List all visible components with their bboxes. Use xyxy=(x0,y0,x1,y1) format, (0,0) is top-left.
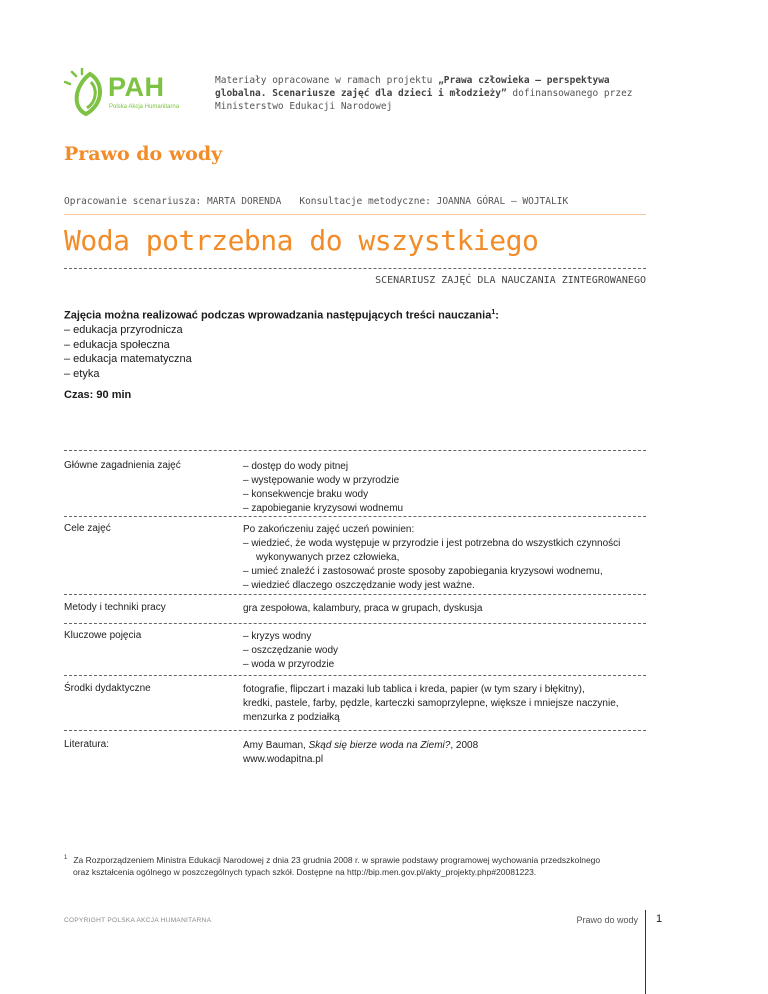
row-label: Literatura: xyxy=(64,739,110,750)
row-label: Środki dydaktyczne xyxy=(64,683,151,694)
document-title: Prawo do wody xyxy=(64,143,223,165)
credits xyxy=(64,196,568,207)
pah-logo xyxy=(64,68,204,118)
table-divider xyxy=(64,450,646,451)
list-item: – edukacja przyrodnicza xyxy=(64,324,183,337)
list-item: – etyka xyxy=(64,367,100,380)
areas-heading: Zajęcia można realizować podczas wprowadzania następujących treści nauczania$^1$: xyxy=(64,309,499,322)
table-divider xyxy=(64,623,646,624)
row-label: Główne zagadnienia zajęć xyxy=(64,460,181,471)
row-value: Po zakończeniu zajęć uczeń powinien: – wiedzieć, że woda występuje w przyrodzie i jest potrzebna do wszystkich czynności wykonywanych przez człowieka, – umieć znaleźć i zastosować proste sposoby zapobiegania kryzysowi wodnemu, – wiedzieć dlaczego oszczędzanie wody jest ważne. xyxy=(243,524,621,591)
footer-divider xyxy=(645,910,646,994)
scenario-subtitle: SCENARIUSZ ZAJĘĆ DLA NAUCZANIA ZINTEGROWANEGO xyxy=(375,275,646,286)
row-value: gra zespołowa, kalambury, praca w grupach, dyskusja xyxy=(243,603,483,614)
row-value: – kryzys wodny – oszczędzanie wody – woda w przyrodzie xyxy=(243,631,339,670)
logo-text: PAH xyxy=(108,72,165,102)
page-number: 1 xyxy=(656,913,663,925)
list-item: – edukacja matematyczna xyxy=(64,353,192,366)
logo-subtext: Polska Akcja Humanitarna xyxy=(109,104,180,110)
table-divider xyxy=(64,594,646,595)
row-value: – dostęp do wody pitnej – występowanie wody w przyrodzie – konsekwencje braku wody – zapobieganie kryzysowi wodnemu xyxy=(243,461,404,514)
project-intro: Materiały opracowane w ramach projektu „Prawa człowieka – perspektywa globalna. Scenariusze zajęć dla dzieci i młodzieży” dofinansowanego przez Ministerstwo Edukacji Narodowej xyxy=(215,75,633,112)
row-value: Amy Bauman, Skąd się bierze woda na Ziemi?, 2008 www.wodapitna.pl xyxy=(243,739,648,767)
project-name: „Prawa człowieka – perspektywa globalna. Scenariusze zajęć dla dzieci i młodzieży” xyxy=(215,75,610,99)
book-title: Skąd się bierze woda na Ziemi? xyxy=(308,740,451,751)
table-divider xyxy=(64,516,646,517)
row-label: Kluczowe pojęcia xyxy=(64,630,142,641)
scenario-title: Woda potrzebna do wszystkiego xyxy=(64,224,539,257)
table-divider xyxy=(64,730,646,731)
list-item: – edukacja społeczna xyxy=(64,338,170,351)
duration: Czas: 90 min xyxy=(64,389,132,401)
author-credit: Opracowanie scenariusza: MARTA DORENDA xyxy=(64,196,282,207)
row-value: fotografie, flipczart i mazaki lub tablica i kreda, papier (w tym szary i błękitny), kredki, pastele, farby, pędzle, karteczki samoprzylepne, większe i mniejsze naczynie, menzurka z podziałką xyxy=(243,684,619,723)
footnote: $^1$ Za Rozporządzeniem Ministra Edukacji Narodowej z dnia 23 grudnia 2008 r. w sprawie podstawy programowej wychowania przedszkolnego oraz kształcenia ogólnego w poszczególnych typach szkół. Dostępne na http://bip.men.gov.pl/akty_projekty.php#20081223. xyxy=(64,854,601,877)
row-label: Metody i techniki pracy xyxy=(64,602,166,613)
row-label: Cele zajęć xyxy=(64,523,111,534)
divider xyxy=(64,268,646,269)
curriculum-areas xyxy=(64,306,646,381)
website-link: www.wodapitna.pl xyxy=(243,754,324,765)
consultant-credit: Konsultacje metodyczne: JOANNA GÓRAL – WOJTALIK xyxy=(299,196,569,207)
table-divider xyxy=(64,675,646,676)
divider xyxy=(64,214,646,215)
copyright: COPYRIGHT POLSKA AKCJA HUMANITARNA xyxy=(64,917,212,924)
footer-title: Prawo do wody xyxy=(576,915,638,925)
